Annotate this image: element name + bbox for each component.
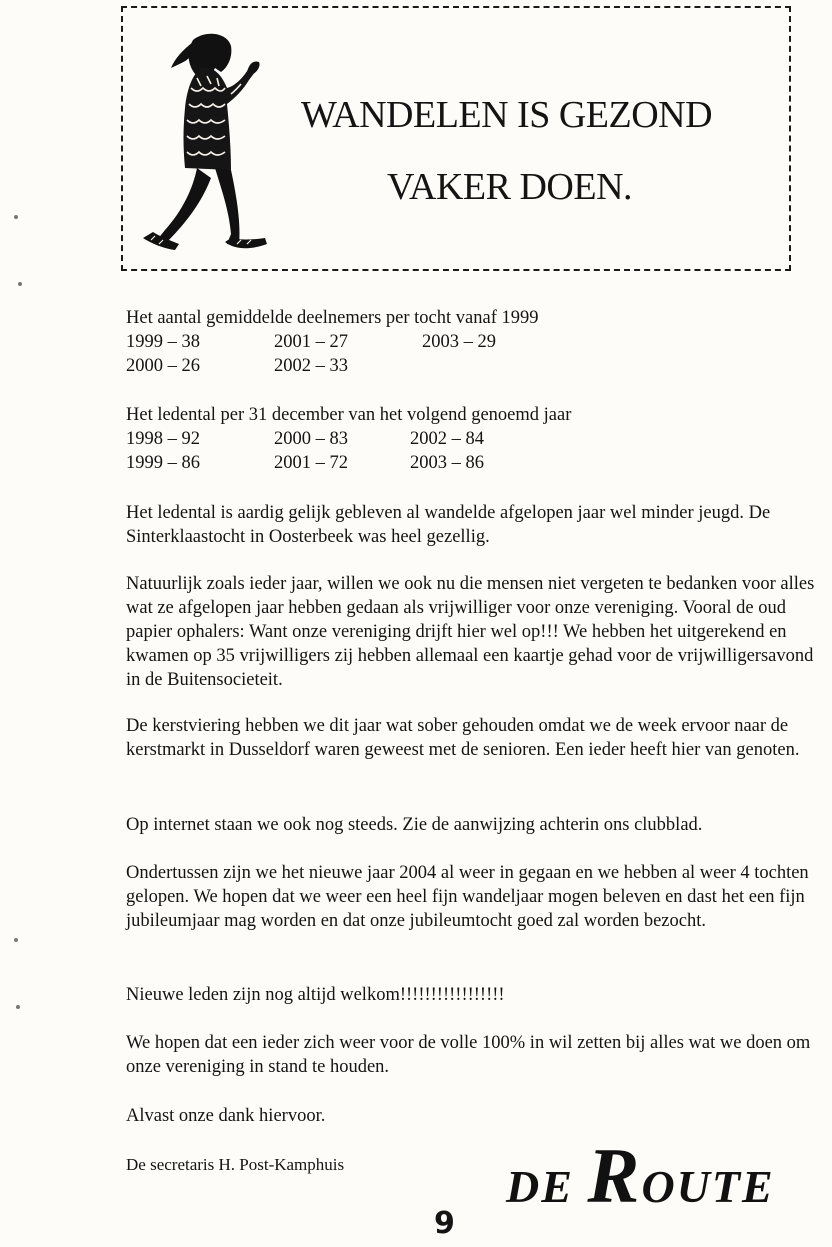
members-cell: 2003 – 86 <box>410 453 484 473</box>
members-cell: 1999 – 86 <box>126 453 200 473</box>
paragraph-thanks: Alvast onze dank hiervoor. <box>126 1106 326 1126</box>
page-number: 9 <box>434 1206 456 1241</box>
participants-intro: Het aantal gemiddelde deelnemers per tocht vanaf 1999 <box>126 308 539 328</box>
members-intro: Het ledental per 31 december van het volgend genoemd jaar <box>126 405 572 425</box>
participants-cell: 2001 – 27 <box>274 332 348 352</box>
scan-speck <box>16 1005 20 1009</box>
members-cell: 2002 – 84 <box>410 429 484 449</box>
paragraph-new-members: Nieuwe leden zijn nog altijd welkom!!!!!!!!!!!!!!!!! <box>126 985 505 1005</box>
participants-cell: 2000 – 26 <box>126 356 200 376</box>
participants-cell: 1999 – 38 <box>126 332 200 352</box>
scan-speck <box>18 282 22 286</box>
headline-line-2: VAKER DOEN. <box>387 166 633 208</box>
paragraph-christmas: De kerstviering hebben we dit jaar wat sober gehouden omdat we de week ervoor naar de kerstmarkt in Dusseldorf waren geweest met de senioren. Een ieder heeft hier van genoten. <box>126 716 800 760</box>
signature: De secretaris H. Post-Kamphuis <box>126 1155 345 1174</box>
participants-cell: 2003 – 29 <box>422 332 496 352</box>
scan-speck <box>14 938 18 942</box>
participants-cell: 2002 – 33 <box>274 356 348 376</box>
members-cell: 2000 – 83 <box>274 429 348 449</box>
paragraph-new-year: Ondertussen zijn we het nieuwe jaar 2004 al weer in gegaan en we hebben al weer 4 tochten gelopen. We hopen dat we weer een heel fijn wandeljaar mogen beleven en dast het een fijn jubileumjaar mag worden en dat onze jubileumtocht goed zal worden bezocht. <box>126 863 809 931</box>
headline-line-1: WANDELEN IS GEZOND <box>301 94 713 136</box>
walking-woman-illustration <box>135 28 275 258</box>
de-route-logo: DE ROUTE <box>506 1132 775 1219</box>
paragraph-commitment: We hopen dat een ieder zich weer voor de volle 100% in wil zetten bij alles wat we doen om onze vereniging in stand te houden. <box>126 1033 811 1077</box>
header-box <box>121 6 791 271</box>
scan-speck <box>14 215 18 219</box>
paragraph-internet: Op internet staan we ook nog steeds. Zie de aanwijzing achterin ons clubblad. <box>126 815 703 835</box>
paragraph-membership: Het ledental is aardig gelijk gebleven al wandelde afgelopen jaar wel minder jeugd. De Sinterklaastocht in Oosterbeek was heel gezellig. <box>126 503 771 547</box>
members-cell: 2001 – 72 <box>274 453 348 473</box>
members-cell: 1998 – 92 <box>126 429 200 449</box>
paragraph-volunteers: Natuurlijk zoals ieder jaar, willen we ook nu die mensen niet vergeten te bedanken voor alles wat ze afgelopen jaar hebben gedaan als vrijwilliger voor onze vereniging. Vooral de oud papier ophalers: Want onze vereniging drijft hier wel op!!! We hebben het uitgerekend en kwamen op 35 vrijwilligers zij hebben allemaal een kaartje gehad voor de vrijwilligersavond in de Buitensocieteit. <box>126 574 815 690</box>
